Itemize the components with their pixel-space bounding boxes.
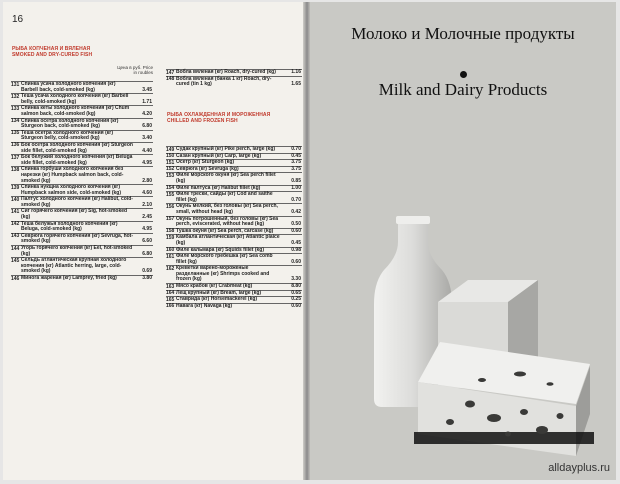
item-price: 3.80 xyxy=(142,275,152,281)
item-description: Теша осетра холодного копчения (кг) Sturgeon belly, cold-smoked (kg) xyxy=(21,129,113,142)
price-row xyxy=(166,191,302,203)
item-price: 6.60 xyxy=(142,238,152,245)
item-price: 0.50 xyxy=(291,221,301,228)
price-row xyxy=(11,130,153,142)
price-row xyxy=(11,233,153,245)
item-description: Бок белужий холодного копчения (кг) Beluga side fillet, cold-smoked (kg) xyxy=(21,154,133,166)
price-row xyxy=(166,253,302,265)
item-number: 155 xyxy=(166,191,175,198)
item-price: 0.45 xyxy=(291,152,301,159)
item-description: Минога жареная (кг) Lamprey, fried (kg) xyxy=(21,275,117,281)
item-number: 135 xyxy=(11,130,20,137)
item-description: Ставрида (кг) Horsemackerel (kg) xyxy=(176,296,258,303)
item-price: 4.95 xyxy=(142,159,152,166)
price-row xyxy=(166,153,302,160)
item-price: 4.20 xyxy=(142,110,152,117)
item-number: 151 xyxy=(166,159,175,166)
item-price: 0.45 xyxy=(291,239,301,246)
item-price: 4.40 xyxy=(142,147,152,154)
item-number: 148 xyxy=(166,76,175,83)
item-number: 162 xyxy=(166,265,175,272)
price-row xyxy=(11,184,153,196)
price-row xyxy=(166,283,302,290)
price-row xyxy=(11,142,153,154)
price-row xyxy=(11,154,153,166)
item-description: Мясо крабов (кг) Crabmeat (kg) xyxy=(176,283,253,290)
item-description: Креветки варено-мороженые разделанные (кг) Shrimps cooked and frozen (kg) xyxy=(176,265,270,283)
item-number: 161 xyxy=(166,253,175,260)
price-list-column-1 xyxy=(11,81,153,282)
item-description: Угорь горячего копчения (кг) Eel, hot-smoked (kg) xyxy=(21,245,133,257)
price-row xyxy=(11,245,153,257)
item-price: 4.95 xyxy=(142,226,152,233)
item-number: 139 xyxy=(11,184,20,191)
section-en: CHILLED AND FROZEN FISH xyxy=(167,118,238,124)
item-number: 145 xyxy=(11,257,20,264)
price-row xyxy=(166,69,302,76)
price-row xyxy=(11,93,153,105)
item-description: Спинка осетра холодного копчения (кг) Sturgeon back, cold-smoked (kg) xyxy=(21,117,119,130)
item-price: 0.70 xyxy=(291,146,301,152)
item-price: 0.60 xyxy=(291,302,301,309)
item-number: 156 xyxy=(166,203,175,210)
price-row xyxy=(11,221,153,233)
price-row xyxy=(166,296,302,303)
item-number: 134 xyxy=(11,118,20,125)
price-row xyxy=(11,118,153,130)
item-price: 3.45 xyxy=(142,86,152,93)
item-description: Тушка окуня (кг) Sea perch, carcase (kg) xyxy=(176,227,274,234)
item-price: 0.85 xyxy=(291,177,301,184)
item-description: Филе морского окуня (кг) Sea perch fillet (kg) xyxy=(176,172,276,184)
left-page xyxy=(3,2,305,480)
item-description: Филе палтуса (кг) Halibut fillet (kg) xyxy=(176,184,261,191)
item-description: Осетр (кг) Sturgeon (kg) xyxy=(176,159,235,166)
item-price: 3.30 xyxy=(291,276,301,283)
item-number: 133 xyxy=(11,105,20,112)
item-description: Спинка усача холодного копчения (кг) Barbell back, cold-smoked (kg) xyxy=(21,81,116,93)
item-price: 2.45 xyxy=(142,214,152,221)
price-row xyxy=(166,166,302,173)
item-price: 0.42 xyxy=(291,208,301,215)
item-description: Палтус холодного копчения (кг) Halibut, cold-smoked (kg) xyxy=(21,196,133,208)
item-price: 1.65 xyxy=(291,81,301,88)
item-description: Лещ крупный (кг) Bream, large (kg) xyxy=(176,289,262,296)
item-description: Севрюга (кг) Sevruga (kg) xyxy=(176,165,239,172)
item-description: Окунь мелкий, без головы (кг) Sea perch, small, without head (kg) xyxy=(176,203,278,215)
price-row xyxy=(166,172,302,184)
item-number: 158 xyxy=(166,228,175,235)
dairy-photo xyxy=(310,2,616,480)
price-row xyxy=(11,208,153,220)
item-description: Окунь потрошенный, без головы (кг) Sea perch, eviscerated, without head (kg) xyxy=(176,215,279,228)
item-description: Спинка кеты холодного копчения (кг) Chum salmon back, cold-smoked (kg) xyxy=(21,105,130,117)
item-number: 157 xyxy=(166,216,175,223)
item-number: 138 xyxy=(11,166,20,173)
item-number: 160 xyxy=(166,247,175,253)
item-description: Филе кальмара (кг) Squids fillet (kg) xyxy=(176,246,264,253)
item-price: 1.16 xyxy=(291,69,301,75)
item-number: 150 xyxy=(166,153,175,160)
item-number: 141 xyxy=(11,208,20,215)
price-list-column-2 xyxy=(166,146,302,309)
item-description: Спинка нукщна холодного копчения (кг) Humpback salmon side, cold-smoked (kg) xyxy=(21,184,122,196)
item-description: Камбала атлантическая (кг) Atlantic plaice (kg) xyxy=(176,234,280,246)
page-number: 16 xyxy=(12,14,24,25)
price-row xyxy=(166,290,302,297)
item-description: Вобла вяленая (кг) Roach, dry-cured (kg) xyxy=(176,69,276,75)
item-price: 6.80 xyxy=(142,123,152,130)
title-russian: Молоко и Молочные продукты xyxy=(351,24,575,43)
item-number: 136 xyxy=(11,142,20,149)
item-price: 1.00 xyxy=(291,184,301,191)
item-number: 132 xyxy=(11,93,20,100)
item-description: Филе морского гребешка (кг) Sea comb fillet (kg) xyxy=(176,253,273,265)
price-row xyxy=(11,196,153,208)
item-number: 143 xyxy=(11,233,20,240)
price-list-column-2-top xyxy=(166,69,302,88)
item-price: 2.10 xyxy=(142,201,152,208)
price-row xyxy=(166,216,302,228)
section-ru: РЫБА КОПЧЕНАЯ И ВЯЛЕНАЯ xyxy=(12,46,91,52)
title-english: Milk and Dairy Products xyxy=(378,80,548,99)
item-description: Теша усача холодного копчения (кг) Barbell belly, cold-smoked (kg) xyxy=(21,93,129,105)
price-row xyxy=(11,166,153,184)
item-price: 0.65 xyxy=(291,289,301,296)
item-price: 0.98 xyxy=(291,246,301,253)
price-row xyxy=(166,234,302,246)
item-price: 1.71 xyxy=(142,98,152,105)
item-description: Навага (кг) Navaga (kg) xyxy=(176,302,233,309)
item-number: 154 xyxy=(166,185,175,192)
price-row xyxy=(11,81,153,93)
item-price: 3.75 xyxy=(291,159,301,166)
price-row xyxy=(166,303,302,310)
price-row xyxy=(11,275,153,282)
item-number: 165 xyxy=(166,296,175,303)
item-number: 137 xyxy=(11,154,20,161)
price-row xyxy=(166,146,302,153)
price-row xyxy=(166,265,302,283)
item-number: 152 xyxy=(166,166,175,173)
section-ru: РЫБА ОХЛАЖДЕННАЯ И МОРОЖЕННАЯ xyxy=(167,112,271,118)
price-row xyxy=(166,159,302,166)
price-row xyxy=(11,105,153,117)
item-price: 4.60 xyxy=(142,189,152,196)
section-smoked-heading xyxy=(12,46,162,58)
item-number: 149 xyxy=(166,146,175,153)
item-description: Сазан крупный (кг) Carp, large (kg) xyxy=(176,152,262,159)
item-price: 0.25 xyxy=(291,296,301,303)
item-number: 131 xyxy=(11,81,20,88)
item-description: Севрюга горячего копчения (кг) Sevruga, hot-smoked (kg) xyxy=(21,232,134,245)
item-price: 3.40 xyxy=(142,135,152,142)
item-price: 2.80 xyxy=(142,177,152,184)
right-page xyxy=(310,2,616,480)
item-price: 8.80 xyxy=(291,283,301,290)
item-number: 163 xyxy=(166,283,175,290)
item-price: 0.60 xyxy=(291,258,301,265)
item-price: 6.80 xyxy=(142,250,152,257)
item-price: 0.60 xyxy=(291,227,301,234)
price-row xyxy=(166,203,302,215)
section-chilled-heading xyxy=(167,112,303,124)
item-number: 146 xyxy=(11,275,20,282)
item-number: 159 xyxy=(166,234,175,241)
item-price: 3.75 xyxy=(291,165,301,172)
watermark: alldayplus.ru xyxy=(548,462,610,474)
item-number: 142 xyxy=(11,221,20,228)
item-price: 0.69 xyxy=(142,268,152,275)
section-en: SMOKED AND DRY-CURED FISH xyxy=(12,52,93,58)
item-number: 166 xyxy=(166,303,175,310)
item-number: 153 xyxy=(166,172,175,179)
price-row xyxy=(166,76,302,88)
price-header: Цена в руб. Price in roubles xyxy=(117,65,153,75)
item-number: 164 xyxy=(166,290,175,297)
item-description: Судак крупный (кг) Pike perch, large (kg) xyxy=(176,146,276,152)
item-number: 147 xyxy=(166,69,175,76)
item-description: Теша белужья холодного копчения (кг) Beluga, cold-smoked (kg) xyxy=(21,220,118,233)
item-description: Бок осетра холодного копчения (кг) Sturgeon side fillet, cold-smoked (kg) xyxy=(21,141,133,154)
item-description: Сиг горячего копчения (кг) Sig, hot-smoked (kg) xyxy=(21,208,128,221)
price-row xyxy=(11,257,153,275)
item-price: 0.70 xyxy=(291,196,301,203)
item-description: Спинка горбуши холодного копчения без нарезки (кг) Humpback salmon back, cold-smoked (kg) xyxy=(21,166,124,184)
item-number: 144 xyxy=(11,245,20,252)
item-number: 140 xyxy=(11,196,20,203)
item-description: Сельдь атлантическая крупная холодного копчения (кг) Atlantic herring, large, cold-smoked (kg) xyxy=(21,257,127,275)
item-description: Вобла вяленая (банка 1 кг) Roach, dry-cured (tin 1 kg) xyxy=(176,75,272,88)
item-description: Филе трески, сайды (кг) Cod and saithe fillet (kg) xyxy=(176,191,273,203)
